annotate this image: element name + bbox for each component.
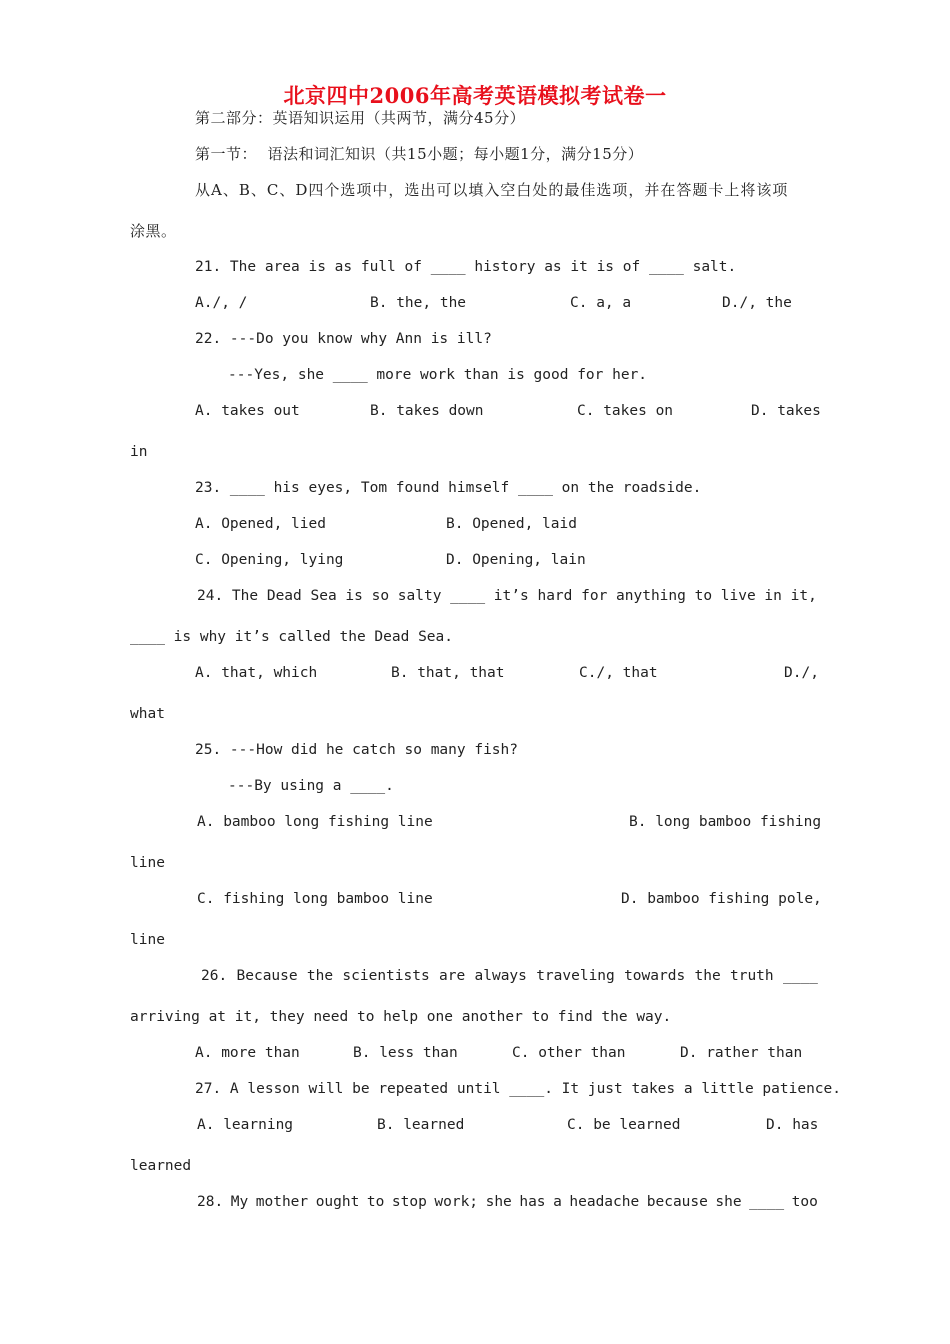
question-28-word: ____: [749, 1194, 785, 1210]
question-26-stem-cont: arriving at it, they need to help one another to find the way.: [130, 1009, 672, 1025]
question-25-option-c: C. fishing long bamboo line: [197, 891, 433, 907]
question-22-option-d: D. takes: [751, 403, 821, 419]
question-28-word: My: [230, 1194, 249, 1210]
question-26-word: traveling: [536, 968, 615, 984]
question-28-word: ought: [315, 1194, 360, 1210]
question-26-option-d: D. rather than: [680, 1045, 803, 1061]
question-21-stem: 21. The area is as full of ____ history as it is of ____ salt.: [195, 259, 737, 275]
question-27-option-d-wrap: learned: [130, 1158, 192, 1174]
question-23-option-a: A. Opened, lied: [195, 516, 326, 532]
question-26-word: the: [306, 968, 334, 984]
page-title: 北京四中2006年高考英语模拟考试卷一: [283, 83, 667, 108]
question-26-option-b: B. less than: [353, 1045, 458, 1061]
question-27-option-c: C. be learned: [567, 1117, 681, 1133]
question-28-word: too: [791, 1194, 818, 1210]
question-22-stem-reply: ---Yes, she ____ more work than is good for her.: [228, 367, 648, 383]
question-24-stem-cont: ____ is why it’s called the Dead Sea.: [130, 629, 454, 645]
question-28-word: mother: [255, 1194, 309, 1210]
question-27-stem: 27. A lesson will be repeated until ____. It just takes a little patience.: [195, 1081, 842, 1097]
question-23-option-d: D. Opening, lain: [446, 552, 586, 568]
question-25-option-a: A. bamboo long fishing line: [197, 814, 433, 830]
question-26-word: scientists: [342, 968, 430, 984]
question-22-option-b: B. takes down: [370, 403, 484, 419]
question-24-option-b: B. that, that: [391, 665, 505, 681]
question-28-word: she: [485, 1194, 512, 1210]
subsection-header: 第一节： 语法和词汇知识（共15小题；每小题1分，满分15分）: [195, 145, 644, 163]
question-26-word: 26.: [201, 968, 228, 984]
question-26-word: always: [474, 968, 527, 984]
question-21-option-b: B. the, the: [370, 295, 467, 311]
question-23-option-c: C. Opening, lying: [195, 552, 344, 568]
question-28-word: she: [715, 1194, 742, 1210]
question-26-word: ____: [782, 968, 818, 984]
question-26-option-c: C. other than: [512, 1045, 626, 1061]
instructions-line-1: 从A、B、C、D四个选项中，选出可以填入空白处的最佳选项，并在答题卡上将该项: [195, 181, 789, 199]
question-21-option-d: D./, the: [722, 295, 792, 311]
question-24-option-d: D./,: [784, 665, 819, 681]
question-26-word: Because: [236, 968, 298, 984]
question-28-word: to: [366, 1194, 385, 1210]
question-28-word: a: [553, 1194, 562, 1210]
question-23-option-b: B. Opened, laid: [446, 516, 577, 532]
question-25-stem: 25. ---How did he catch so many fish?: [195, 742, 519, 758]
question-25-stem-reply: ---By using a ____.: [228, 778, 394, 794]
question-28-word: because: [646, 1194, 708, 1210]
question-28-word: stop: [391, 1194, 427, 1210]
question-25-option-d-wrap: line: [130, 932, 165, 948]
question-24-stem: 24. The Dead Sea is so salty ____ it’s hard for anything to live in it,: [197, 588, 817, 604]
question-26-stem: [201, 966, 818, 986]
question-28-word: 28.: [197, 1194, 224, 1210]
question-26-word: the: [694, 968, 721, 984]
question-21-option-a: A./, /: [195, 295, 248, 311]
instructions-line-2: 涂黑。: [130, 222, 177, 240]
question-22-option-c: C. takes on: [577, 403, 674, 419]
question-27-option-d: D. has: [766, 1117, 819, 1133]
question-24-option-c: C./, that: [579, 665, 658, 681]
question-24-option-a: A. that, which: [195, 665, 318, 681]
question-26-option-a: A. more than: [195, 1045, 300, 1061]
question-22-option-d-wrap: in: [130, 444, 148, 460]
question-28-word: headache: [569, 1194, 640, 1210]
question-25-option-d: D. bamboo fishing pole,: [621, 891, 822, 907]
question-25-option-b-wrap: line: [130, 855, 165, 871]
question-26-word: towards: [624, 968, 686, 984]
question-24-option-d-wrap: what: [130, 706, 165, 722]
question-27-option-a: A. learning: [197, 1117, 294, 1133]
question-26-word: truth: [729, 968, 774, 984]
question-22-option-a: A. takes out: [195, 403, 300, 419]
question-27-option-b: B. learned: [377, 1117, 465, 1133]
question-28-stem: [197, 1192, 818, 1212]
question-28-word: has: [519, 1194, 546, 1210]
question-22-stem: 22. ---Do you know why Ann is ill?: [195, 331, 492, 347]
question-21-option-c: C. a, a: [570, 295, 632, 311]
question-23-stem: 23. ____ his eyes, Tom found himself ____ on the roadside.: [195, 480, 702, 496]
question-26-word: are: [439, 968, 466, 984]
question-28-word: work;: [434, 1194, 479, 1210]
question-25-option-b: B. long bamboo fishing: [629, 814, 822, 830]
section-header: 第二部分：英语知识运用（共两节，满分45分）: [195, 109, 526, 127]
